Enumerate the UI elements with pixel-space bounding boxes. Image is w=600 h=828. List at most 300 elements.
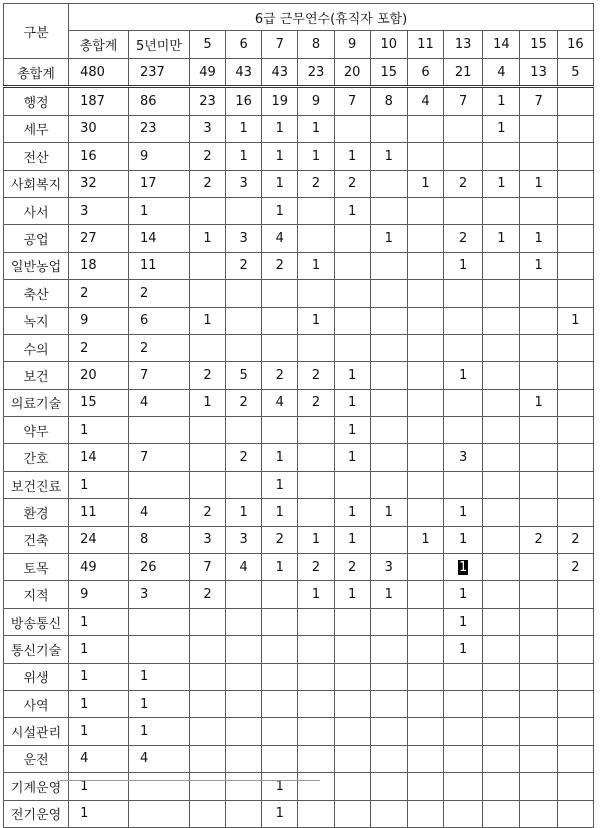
table-cell: 1 <box>444 362 483 389</box>
table-cell: 8 <box>128 526 189 553</box>
table-cell <box>226 307 262 334</box>
table-cell <box>557 581 593 608</box>
table-cell: 1 <box>189 389 225 416</box>
table-cell <box>298 800 334 827</box>
table-cell: 20 <box>69 362 129 389</box>
table-cell <box>370 636 407 663</box>
table-cell <box>189 417 225 444</box>
table-cell: 9 <box>128 143 189 170</box>
table-cell <box>370 334 407 361</box>
table-cell <box>483 745 520 772</box>
table-row <box>4 663 594 690</box>
table-cell: 2 <box>334 170 370 197</box>
table-cell <box>483 252 520 279</box>
table-row <box>4 690 594 717</box>
table-cell: 1 <box>128 663 189 690</box>
table-cell <box>520 115 557 142</box>
column-header: 7 <box>262 31 298 59</box>
table-cell: 1 <box>444 526 483 553</box>
selected-cell-text: 1 <box>459 559 468 575</box>
table-cell <box>189 334 225 361</box>
header-row-top <box>4 4 594 31</box>
table-cell: 23 <box>128 115 189 142</box>
table-cell <box>407 307 443 334</box>
table-cell <box>557 745 593 772</box>
table-cell <box>262 663 298 690</box>
table-cell <box>370 417 407 444</box>
table-cell: 1 <box>334 526 370 553</box>
table-cell: 14 <box>69 444 129 471</box>
table-cell: 26 <box>128 554 189 581</box>
table-cell: 1 <box>334 444 370 471</box>
table-cell: 1 <box>520 252 557 279</box>
table-cell <box>444 800 483 827</box>
table-cell <box>370 773 407 800</box>
table-cell <box>334 608 370 635</box>
row-label: 세무 <box>4 115 69 142</box>
table-cell <box>334 280 370 307</box>
table-cell <box>520 280 557 307</box>
staff-table-sheet <box>3 3 594 828</box>
table-cell <box>334 115 370 142</box>
table-cell: 1 <box>334 389 370 416</box>
row-label: 수의 <box>4 334 69 361</box>
table-cell: 3 <box>128 581 189 608</box>
table-row <box>4 115 594 142</box>
table-cell: 187 <box>69 87 129 115</box>
service-years-table <box>3 3 594 828</box>
table-cell <box>520 581 557 608</box>
table-cell <box>262 690 298 717</box>
table-cell <box>444 718 483 745</box>
table-cell: 1 <box>370 499 407 526</box>
table-row <box>4 636 594 663</box>
table-cell <box>226 417 262 444</box>
row-label: 보건 <box>4 362 69 389</box>
table-cell <box>189 636 225 663</box>
table-row <box>4 334 594 361</box>
table-cell <box>262 417 298 444</box>
table-cell <box>189 690 225 717</box>
table-cell <box>483 334 520 361</box>
table-cell: 1 <box>128 690 189 717</box>
table-cell: 9 <box>69 581 129 608</box>
row-label: 통신기술 <box>4 636 69 663</box>
row-label: 전기운영 <box>4 800 69 827</box>
table-cell <box>444 334 483 361</box>
table-cell: 4 <box>262 389 298 416</box>
table-cell <box>520 608 557 635</box>
table-cell <box>483 773 520 800</box>
table-cell: 19 <box>262 87 298 115</box>
table-cell: 3 <box>226 170 262 197</box>
table-cell: 237 <box>128 59 189 87</box>
table-cell: 7 <box>334 87 370 115</box>
table-cell: 4 <box>69 745 129 772</box>
table-cell <box>407 225 443 252</box>
table-cell: 1 <box>298 307 334 334</box>
table-cell <box>483 499 520 526</box>
table-cell <box>557 280 593 307</box>
table-cell <box>334 307 370 334</box>
table-cell: 1 <box>444 636 483 663</box>
table-cell <box>483 307 520 334</box>
table-cell: 2 <box>444 170 483 197</box>
table-cell: 1 <box>69 773 129 800</box>
table-cell <box>226 334 262 361</box>
table-cell <box>298 636 334 663</box>
table-cell: 1 <box>444 252 483 279</box>
table-cell: 2 <box>334 554 370 581</box>
row-label: 행정 <box>4 87 69 115</box>
table-cell <box>226 280 262 307</box>
table-cell <box>298 417 334 444</box>
table-cell <box>444 197 483 224</box>
table-cell <box>444 280 483 307</box>
row-label: 건축 <box>4 526 69 553</box>
table-cell <box>226 800 262 827</box>
table-cell: 3 <box>226 225 262 252</box>
table-cell: 1 <box>189 307 225 334</box>
table-cell <box>298 334 334 361</box>
table-cell <box>189 471 225 498</box>
table-cell <box>444 554 483 581</box>
table-cell <box>262 307 298 334</box>
table-cell <box>483 471 520 498</box>
table-cell <box>334 636 370 663</box>
table-cell <box>407 800 443 827</box>
table-cell <box>370 362 407 389</box>
table-cell <box>557 800 593 827</box>
table-cell <box>370 800 407 827</box>
table-cell: 16 <box>226 87 262 115</box>
table-cell: 1 <box>262 499 298 526</box>
column-header: 8 <box>298 31 334 59</box>
table-cell: 1 <box>69 471 129 498</box>
table-cell <box>483 581 520 608</box>
table-cell <box>407 718 443 745</box>
table-cell <box>128 800 189 827</box>
table-cell: 1 <box>69 690 129 717</box>
table-cell: 1 <box>262 143 298 170</box>
table-cell <box>370 526 407 553</box>
table-cell <box>407 745 443 772</box>
table-cell: 49 <box>189 59 225 87</box>
table-cell: 6 <box>128 307 189 334</box>
table-cell: 7 <box>128 362 189 389</box>
table-cell <box>557 389 593 416</box>
column-header: 16 <box>557 31 593 59</box>
table-cell <box>483 800 520 827</box>
table-cell <box>520 773 557 800</box>
table-cell <box>128 417 189 444</box>
column-header: 10 <box>370 31 407 59</box>
table-row <box>4 280 594 307</box>
table-cell <box>444 389 483 416</box>
table-cell <box>226 608 262 635</box>
table-cell <box>483 143 520 170</box>
table-cell: 1 <box>483 87 520 115</box>
table-cell <box>444 143 483 170</box>
table-cell <box>520 307 557 334</box>
table-cell <box>557 773 593 800</box>
table-cell <box>407 499 443 526</box>
table-cell <box>557 499 593 526</box>
table-cell: 2 <box>128 334 189 361</box>
table-row <box>4 87 594 115</box>
table-cell: 1 <box>69 608 129 635</box>
table-cell <box>334 745 370 772</box>
table-cell <box>226 663 262 690</box>
table-cell <box>520 636 557 663</box>
table-cell <box>370 170 407 197</box>
row-label: 위생 <box>4 663 69 690</box>
table-cell <box>483 636 520 663</box>
table-cell: 86 <box>128 87 189 115</box>
row-label: 일반농업 <box>4 252 69 279</box>
table-cell <box>557 170 593 197</box>
table-cell: 2 <box>262 362 298 389</box>
table-cell: 2 <box>189 499 225 526</box>
table-cell <box>298 499 334 526</box>
row-label: 운전 <box>4 745 69 772</box>
column-header: 14 <box>483 31 520 59</box>
table-cell <box>298 444 334 471</box>
table-cell <box>520 499 557 526</box>
table-cell <box>298 690 334 717</box>
table-cell <box>334 690 370 717</box>
table-cell <box>557 362 593 389</box>
table-cell: 2 <box>189 362 225 389</box>
table-cell <box>520 197 557 224</box>
table-row <box>4 608 594 635</box>
table-cell: 2 <box>226 252 262 279</box>
table-cell: 2 <box>520 526 557 553</box>
table-cell <box>557 690 593 717</box>
table-cell <box>520 143 557 170</box>
table-cell <box>370 252 407 279</box>
table-cell <box>407 690 443 717</box>
table-cell <box>226 636 262 663</box>
table-cell <box>557 143 593 170</box>
table-row <box>4 362 594 389</box>
table-cell: 11 <box>128 252 189 279</box>
table-cell <box>520 362 557 389</box>
column-header: 11 <box>407 31 443 59</box>
table-cell: 2 <box>189 581 225 608</box>
table-cell <box>262 718 298 745</box>
table-cell: 1 <box>483 115 520 142</box>
column-header: 5 <box>189 31 225 59</box>
table-cell: 1 <box>334 417 370 444</box>
table-cell: 1 <box>262 773 298 800</box>
table-cell: 27 <box>69 225 129 252</box>
group-header: 구분 <box>4 4 69 59</box>
table-cell <box>370 307 407 334</box>
table-cell: 1 <box>298 115 334 142</box>
table-cell <box>298 471 334 498</box>
table-cell <box>483 417 520 444</box>
table-cell: 15 <box>69 389 129 416</box>
table-cell: 1 <box>520 225 557 252</box>
table-cell <box>483 389 520 416</box>
table-cell <box>298 225 334 252</box>
table-cell <box>262 334 298 361</box>
table-cell: 1 <box>69 417 129 444</box>
table-cell: 1 <box>520 170 557 197</box>
row-label: 공업 <box>4 225 69 252</box>
row-label: 의료기술 <box>4 389 69 416</box>
table-cell <box>370 663 407 690</box>
table-cell <box>370 389 407 416</box>
table-cell: 7 <box>444 87 483 115</box>
table-cell <box>557 718 593 745</box>
row-label: 사서 <box>4 197 69 224</box>
row-label: 기계운영 <box>4 773 69 800</box>
table-cell <box>557 636 593 663</box>
table-cell: 1 <box>334 143 370 170</box>
table-cell: 2 <box>298 389 334 416</box>
table-row <box>4 718 594 745</box>
table-cell <box>483 608 520 635</box>
table-cell: 15 <box>370 59 407 87</box>
table-cell <box>334 334 370 361</box>
table-cell <box>128 636 189 663</box>
row-label: 전산 <box>4 143 69 170</box>
table-cell <box>407 197 443 224</box>
table-cell <box>226 718 262 745</box>
table-cell <box>298 663 334 690</box>
table-cell: 21 <box>444 59 483 87</box>
table-row <box>4 773 594 800</box>
header-row-columns <box>4 31 594 59</box>
table-cell <box>407 471 443 498</box>
table-cell: 2 <box>262 526 298 553</box>
table-cell: 2 <box>69 334 129 361</box>
table-cell <box>262 581 298 608</box>
table-cell: 1 <box>334 197 370 224</box>
table-cell <box>298 608 334 635</box>
row-label: 사역 <box>4 690 69 717</box>
table-cell <box>483 526 520 553</box>
table-cell <box>298 718 334 745</box>
table-cell <box>189 800 225 827</box>
table-cell <box>226 745 262 772</box>
table-cell: 4 <box>407 87 443 115</box>
table-cell <box>298 280 334 307</box>
table-cell: 4 <box>128 389 189 416</box>
table-cell <box>370 280 407 307</box>
table-cell <box>370 690 407 717</box>
table-cell <box>334 773 370 800</box>
table-cell <box>407 362 443 389</box>
column-header: 9 <box>334 31 370 59</box>
table-cell: 2 <box>69 280 129 307</box>
table-cell: 2 <box>189 143 225 170</box>
table-cell: 1 <box>298 526 334 553</box>
table-cell: 1 <box>334 499 370 526</box>
table-cell: 1 <box>557 307 593 334</box>
table-cell: 1 <box>262 170 298 197</box>
table-cell <box>407 554 443 581</box>
table-cell: 1 <box>226 499 262 526</box>
table-cell <box>483 444 520 471</box>
row-label: 지적 <box>4 581 69 608</box>
column-header: 총합계 <box>69 31 129 59</box>
table-cell <box>557 225 593 252</box>
table-cell: 7 <box>128 444 189 471</box>
table-row <box>4 225 594 252</box>
table-cell <box>557 663 593 690</box>
table-cell: 9 <box>69 307 129 334</box>
table-cell <box>520 663 557 690</box>
table-cell <box>128 471 189 498</box>
table-cell <box>557 471 593 498</box>
table-cell: 2 <box>557 526 593 553</box>
table-cell: 1 <box>262 471 298 498</box>
table-cell <box>407 389 443 416</box>
table-cell: 1 <box>69 663 129 690</box>
column-header: 6 <box>226 31 262 59</box>
table-cell: 1 <box>298 252 334 279</box>
table-cell <box>444 773 483 800</box>
table-cell <box>334 225 370 252</box>
table-cell: 3 <box>226 526 262 553</box>
table-cell <box>520 690 557 717</box>
table-cell: 2 <box>298 170 334 197</box>
table-cell <box>407 773 443 800</box>
table-cell <box>444 471 483 498</box>
table-cell <box>520 745 557 772</box>
row-label: 축산 <box>4 280 69 307</box>
table-cell: 1 <box>370 143 407 170</box>
table-cell <box>557 334 593 361</box>
table-cell: 5 <box>557 59 593 87</box>
table-cell: 1 <box>444 581 483 608</box>
table-cell <box>128 608 189 635</box>
table-cell <box>226 471 262 498</box>
table-row <box>4 800 594 827</box>
table-cell <box>226 581 262 608</box>
row-label: 사회복지 <box>4 170 69 197</box>
table-cell: 4 <box>128 745 189 772</box>
table-cell <box>444 663 483 690</box>
table-cell <box>226 197 262 224</box>
table-cell <box>128 773 189 800</box>
table-cell: 1 <box>483 225 520 252</box>
table-cell <box>407 115 443 142</box>
table-cell <box>444 307 483 334</box>
table-row <box>4 143 594 170</box>
table-cell <box>483 663 520 690</box>
table-cell: 2 <box>226 444 262 471</box>
table-cell: 2 <box>226 389 262 416</box>
table-cell <box>557 87 593 115</box>
table-cell: 4 <box>262 225 298 252</box>
table-cell: 7 <box>189 554 225 581</box>
table-cell: 1 <box>298 143 334 170</box>
table-cell: 4 <box>128 499 189 526</box>
table-cell: 30 <box>69 115 129 142</box>
table-row <box>4 307 594 334</box>
table-cell: 1 <box>128 197 189 224</box>
table-cell: 1 <box>444 499 483 526</box>
table-cell: 5 <box>226 362 262 389</box>
table-cell <box>520 471 557 498</box>
table-cell: 43 <box>262 59 298 87</box>
table-cell <box>262 745 298 772</box>
table-cell <box>557 197 593 224</box>
